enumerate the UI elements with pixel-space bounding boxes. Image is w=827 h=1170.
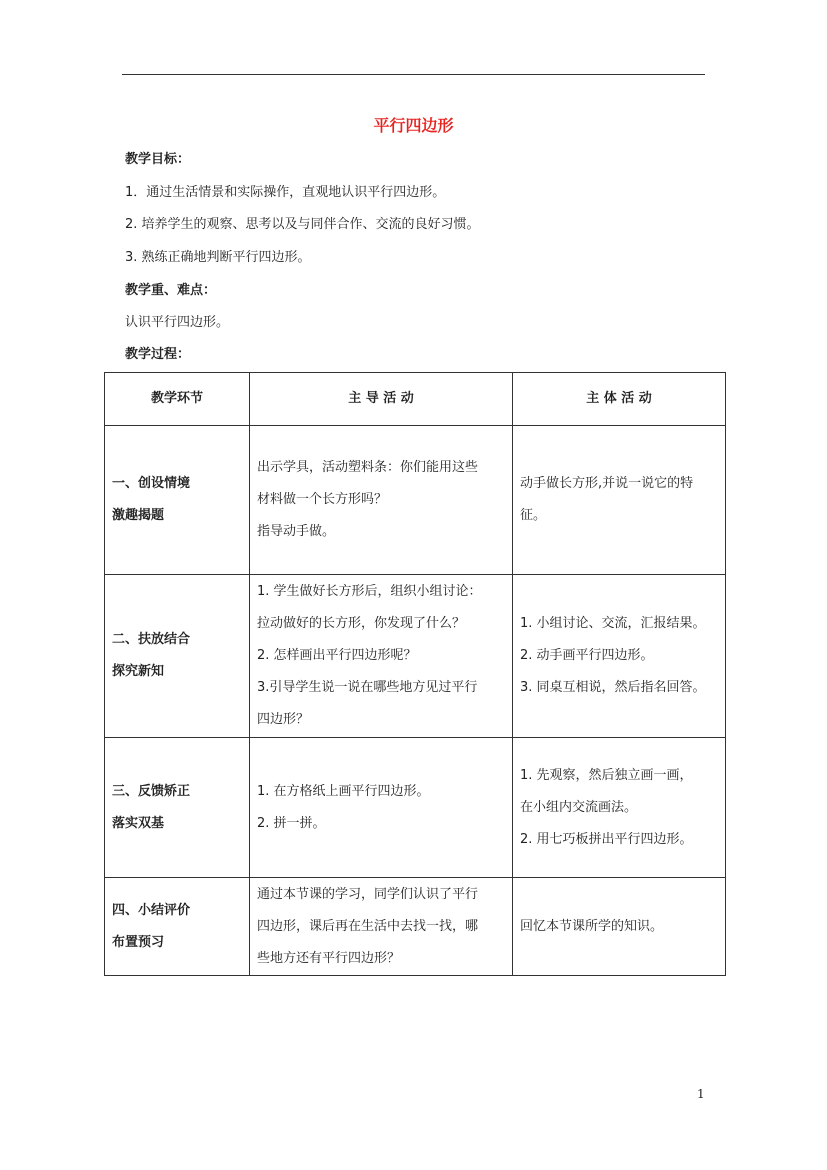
stage-cell [105, 426, 250, 575]
lead-line: 材料做一个长方形吗？ [257, 492, 388, 507]
lead-activity-cell [250, 575, 513, 738]
goal-item-2: 2. 培养学生的观察、思考以及与同伴合作、交流的良好习惯。 [125, 217, 480, 232]
key-point-text: 认识平行四边形。 [125, 315, 230, 330]
student-line: 征。 [520, 508, 547, 523]
student-line: 回忆本节课所学的知识。 [520, 918, 664, 934]
process-heading: 教学过程： [125, 347, 191, 362]
lead-line: 1. 在方格纸上画平行四边形。 [257, 783, 430, 799]
lead-line: 1. 学生做好长方形后，组织小组讨论： [257, 584, 482, 599]
stage-cell [105, 878, 250, 976]
lead-activity-cell [250, 426, 513, 575]
student-line: 在小组内交流画法。 [520, 799, 638, 815]
header-student-activity: 主 体 活 动 [513, 373, 726, 426]
stage-cell [105, 575, 250, 738]
table-row [105, 575, 726, 738]
student-line: 1. 先观察，然后独立画一画， [520, 767, 693, 783]
key-points-heading: 教学重、难点： [125, 283, 217, 298]
student-activity-cell [513, 426, 726, 575]
student-activity-cell [513, 575, 726, 738]
stage-line: 布置预习 [112, 934, 165, 950]
lead-line: 2. 拼一拼。 [257, 815, 326, 831]
stage-line: 落实双基 [112, 815, 165, 831]
stage-line: 一、创设情境 [112, 476, 191, 491]
lead-activity-cell [250, 738, 513, 878]
teaching-process-table [104, 372, 726, 976]
page-number: 1 [697, 1087, 705, 1101]
student-activity-cell [513, 738, 726, 878]
table-row [105, 738, 726, 878]
lead-line: 指导动手做。 [257, 524, 336, 539]
goal-item-1: 1．通过生活情景和实际操作，直观地认识平行四边形。 [125, 185, 446, 200]
stage-line: 探究新知 [112, 664, 165, 679]
student-activity-cell [513, 878, 726, 976]
document-title: 平行四边形 [373, 116, 454, 135]
student-line: 3. 同桌互相说，然后指名回答。 [520, 680, 706, 695]
lead-line: 3.引导学生说一说在哪些地方见过平行 [257, 680, 478, 695]
stage-line: 四、小结评价 [112, 902, 191, 918]
table-row [105, 426, 726, 575]
header-stage: 教学环节 [105, 373, 250, 426]
lead-line: 2. 怎样画出平行四边形呢？ [257, 648, 417, 663]
lead-line: 通过本节课的学习，同学们认识了平行 [257, 886, 479, 902]
header-rule [122, 74, 705, 75]
student-line: 动手做长方形,并说一说它的特 [520, 476, 694, 491]
lead-line: 出示学具，活动塑料条：你们能用这些 [257, 460, 479, 475]
stage-line: 三、反馈矫正 [112, 783, 191, 799]
stage-line: 激趣揭题 [112, 508, 165, 523]
table-header-row [105, 373, 726, 426]
header-lead-activity: 主 导 活 动 [250, 373, 513, 426]
lead-line: 四边形，课后再在生活中去找一找，哪 [257, 918, 479, 934]
lead-line: 拉动做好的长方形，你发现了什么？ [257, 616, 466, 631]
student-line: 1. 小组讨论、交流，汇报结果。 [520, 616, 706, 631]
table-row [105, 878, 726, 976]
goal-item-3: 3. 熟练正确地判断平行四边形。 [125, 250, 311, 265]
goals-heading: 教学目标： [125, 152, 191, 167]
lead-line: 四边形？ [257, 712, 310, 727]
stage-cell [105, 738, 250, 878]
lead-line: 些地方还有平行四边形？ [257, 950, 401, 966]
lead-activity-cell [250, 878, 513, 976]
student-line: 2. 动手画平行四边形。 [520, 648, 654, 663]
stage-line: 二、扶放结合 [112, 632, 191, 647]
student-line: 2. 用七巧板拼出平行四边形。 [520, 831, 693, 847]
